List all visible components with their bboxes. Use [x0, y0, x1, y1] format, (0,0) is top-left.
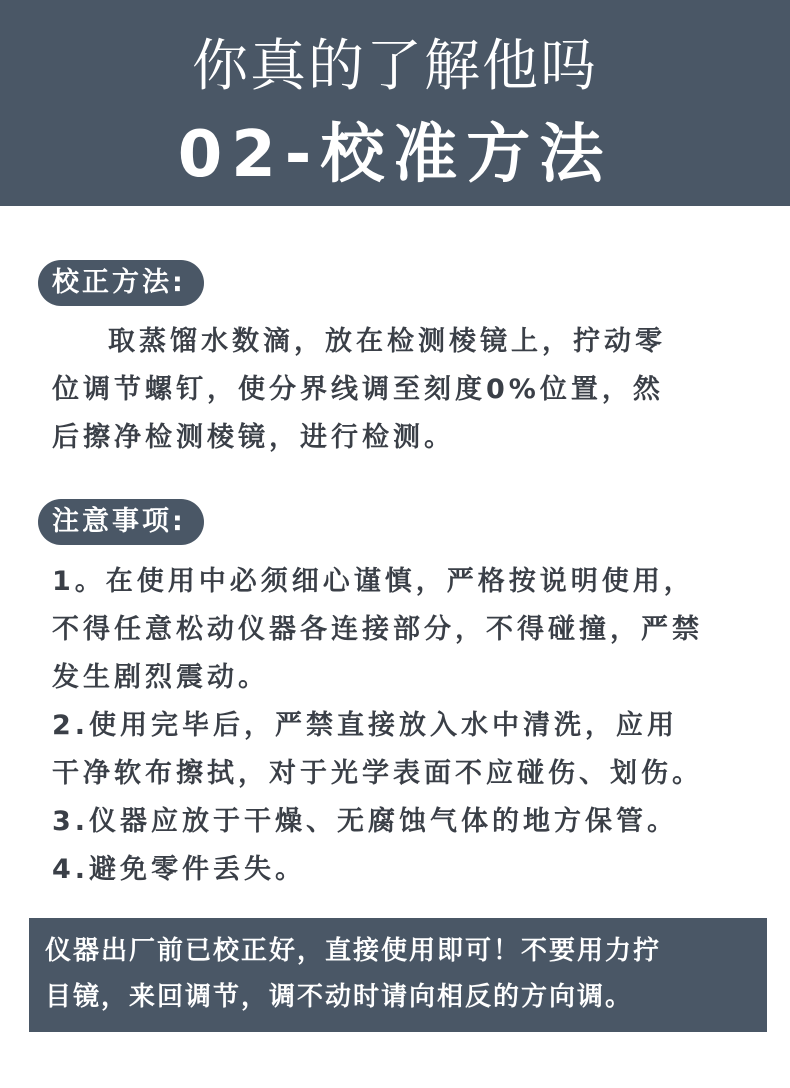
- method-line: 取蒸馏水数滴，放在检测棱镜上，拧动零: [108, 326, 666, 357]
- notes-line: 2.使用完毕后，严禁直接放入水中清洗，应用: [52, 710, 679, 741]
- method-paragraph: [52, 318, 770, 462]
- notes-section-label: 注意事项:: [38, 499, 204, 545]
- notes-paragraph: [52, 558, 770, 894]
- page-subtitle: 02-校准方法: [177, 118, 613, 192]
- notes-line: 3.仪器应放于干燥、无腐蚀气体的地方保管。: [52, 806, 679, 837]
- method-line: 位调节螺钉，使分界线调至刻度0%位置，然: [52, 374, 664, 405]
- footer-notice-box: [29, 918, 767, 1032]
- footer-line: 仪器出厂前已校正好，直接使用即可！不要用力拧: [45, 936, 662, 966]
- notes-line: 干净软布擦拭，对于光学表面不应碰伤、划伤。: [52, 758, 703, 789]
- notes-line: 1。在使用中必须细心谨慎，严格按说明使用，: [52, 566, 695, 597]
- page-title: 你真的了解他吗: [192, 34, 598, 99]
- notes-line: 发生剧烈震动。: [52, 662, 269, 693]
- footer-notice-text: [45, 928, 757, 1020]
- title-banner: [0, 0, 790, 206]
- method-section-label: 校正方法:: [38, 260, 204, 306]
- method-line: 后擦净检测棱镜，进行检测。: [52, 422, 455, 453]
- notes-line: 不得任意松动仪器各连接部分，不得碰撞，严禁: [52, 614, 703, 645]
- notes-line: 4.避免零件丢失。: [52, 854, 307, 885]
- footer-line: 目镜，来回调节，调不动时请向相反的方向调。: [45, 982, 634, 1012]
